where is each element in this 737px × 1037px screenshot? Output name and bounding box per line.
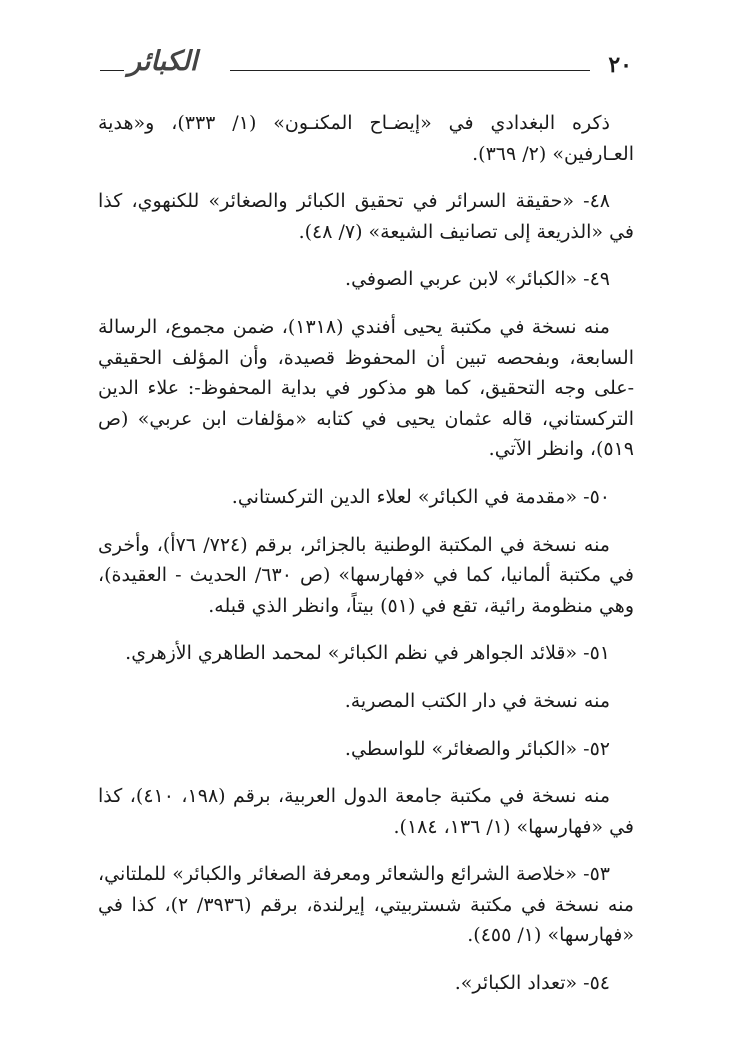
entry-50: ٥٠- «مقدمة في الكبائر» لعلاء الدين التركستاني. xyxy=(231,485,610,508)
paragraph-continuation: ذكره البغدادي في «إيضـاح المكنـون» (١/ ٣٣٣)، و«هدية العـارفين» (٢/ ٣٦٩). xyxy=(98,112,634,165)
entry-51: ٥١- «قلائد الجواهر في نظم الكبائر» لمحمد الطاهري الأزهري. xyxy=(125,642,610,665)
entry-52: ٥٢- «الكبائر والصغائر» للواسطي. xyxy=(344,737,610,760)
running-title: الكبائر xyxy=(128,46,198,77)
entry-52-note: منه نسخة في مكتبة جامعة الدول العربية، برقم (١٩٨، ٤١٠)، كذا في «فهارسها» (١/ ١٣٦، ١٨٤). xyxy=(98,785,634,838)
entry-49-note: منه نسخة في مكتبة يحيى أفندي (١٣١٨)، ضمن مجموع، الرسالة السابعة، وبفحصه تبين أن المحفوظ قصيدة، وأن المؤلف الحقيقي -على وجه التحقيق، كما هو مذكور في بداية المحفوظ-: علاء الدين التركستاني، قاله عثمان يحيى في كتابه «مؤلفات ابن عربي» (ص ٥١٩)، وانظر الآتي. xyxy=(98,315,634,461)
entry-51-note: منه نسخة في دار الكتب المصرية. xyxy=(344,689,610,712)
page-body xyxy=(98,108,634,1016)
entry-50-note: منه نسخة في المكتبة الوطنية بالجزائر، برقم (٧٢٤/ ٧٦أ)، وأخرى في مكتبة ألمانيا، كما في «فهارسها» (ص ٦٣٠/ الحديث - العقيدة)، وهي منظومة رائية، تقع في (٥١) بيتاً، وانظر الذي قبله. xyxy=(98,533,634,617)
entry-48: ٤٨- «حقيقة السرائر في تحقيق الكبائر والصغائر» للكنهوي، كذا في «الذريعة إلى تصانيف الشيعة» (٧/ ٤٨). xyxy=(98,190,634,243)
header-rule-end xyxy=(100,70,124,71)
entry-53: ٥٣- «خلاصة الشرائع والشعائر ومعرفة الصغائر والكبائر» للملتاني، منه نسخة في مكتبة شستربيتي، إيرلندة، برقم (٣٩٣٦/ ٢)، كذا في «فهارسها» (١/ ٤٥٥). xyxy=(98,863,634,947)
header-rule xyxy=(230,70,590,71)
page-header xyxy=(100,46,632,86)
entry-49: ٤٩- «الكبائر» لابن عربي الصوفي. xyxy=(345,268,610,291)
page-number: ٢٠ xyxy=(608,52,632,78)
entry-54: ٥٤- «تعداد الكبائر». xyxy=(454,972,610,995)
